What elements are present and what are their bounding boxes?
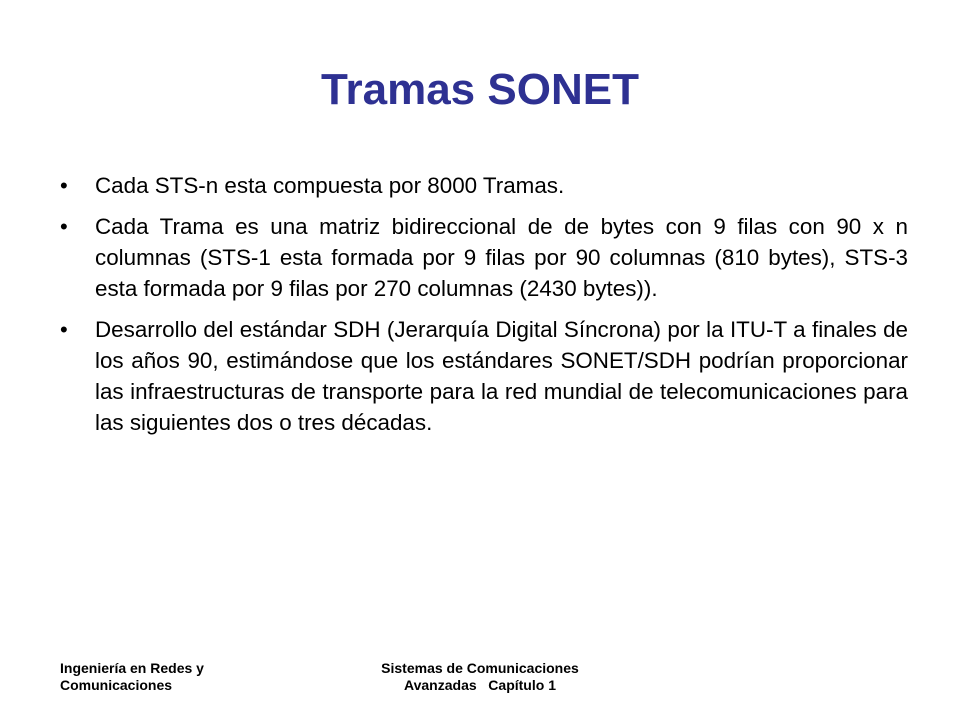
footer-department-line: Comunicaciones bbox=[60, 677, 173, 693]
footer-course-line: Sistemas de Comunicaciones bbox=[381, 660, 579, 676]
bullet-dot-icon: • bbox=[60, 317, 68, 342]
bullet-item bbox=[60, 211, 908, 304]
bullet-item bbox=[60, 170, 908, 201]
bullet-dot-icon: • bbox=[60, 214, 68, 239]
bullet-text: Cada Trama es una matriz bidireccional de de bytes con 9 filas con 90 x n columnas (STS-1 esta formada por 9 filas por 90 columnas (810 bytes), STS-3 esta formada por 9 filas por 270 columnas (2430 bytes)). bbox=[95, 214, 908, 301]
bullet-item bbox=[60, 314, 908, 438]
footer-course bbox=[340, 660, 620, 694]
bullet-dot-icon: • bbox=[60, 173, 68, 198]
slide-title: Tramas SONET bbox=[321, 65, 639, 114]
footer-department bbox=[60, 660, 280, 694]
footer-department-line: Ingeniería en Redes y bbox=[60, 660, 204, 676]
footer-course-line: Avanzadas Capítulo 1 bbox=[404, 677, 556, 693]
bullet-text: Desarrollo del estándar SDH (Jerarquía Digital Síncrona) por la ITU-T a finales de los años 90, estimándose que los estándares SONET/SDH podrían proporcionar las infraestructuras de transporte para la red mundial de telecomunicaciones para las siguientes dos o tres décadas. bbox=[95, 317, 908, 435]
bullet-list bbox=[60, 170, 908, 448]
bullet-text: Cada STS-n esta compuesta por 8000 Tramas. bbox=[95, 173, 565, 198]
